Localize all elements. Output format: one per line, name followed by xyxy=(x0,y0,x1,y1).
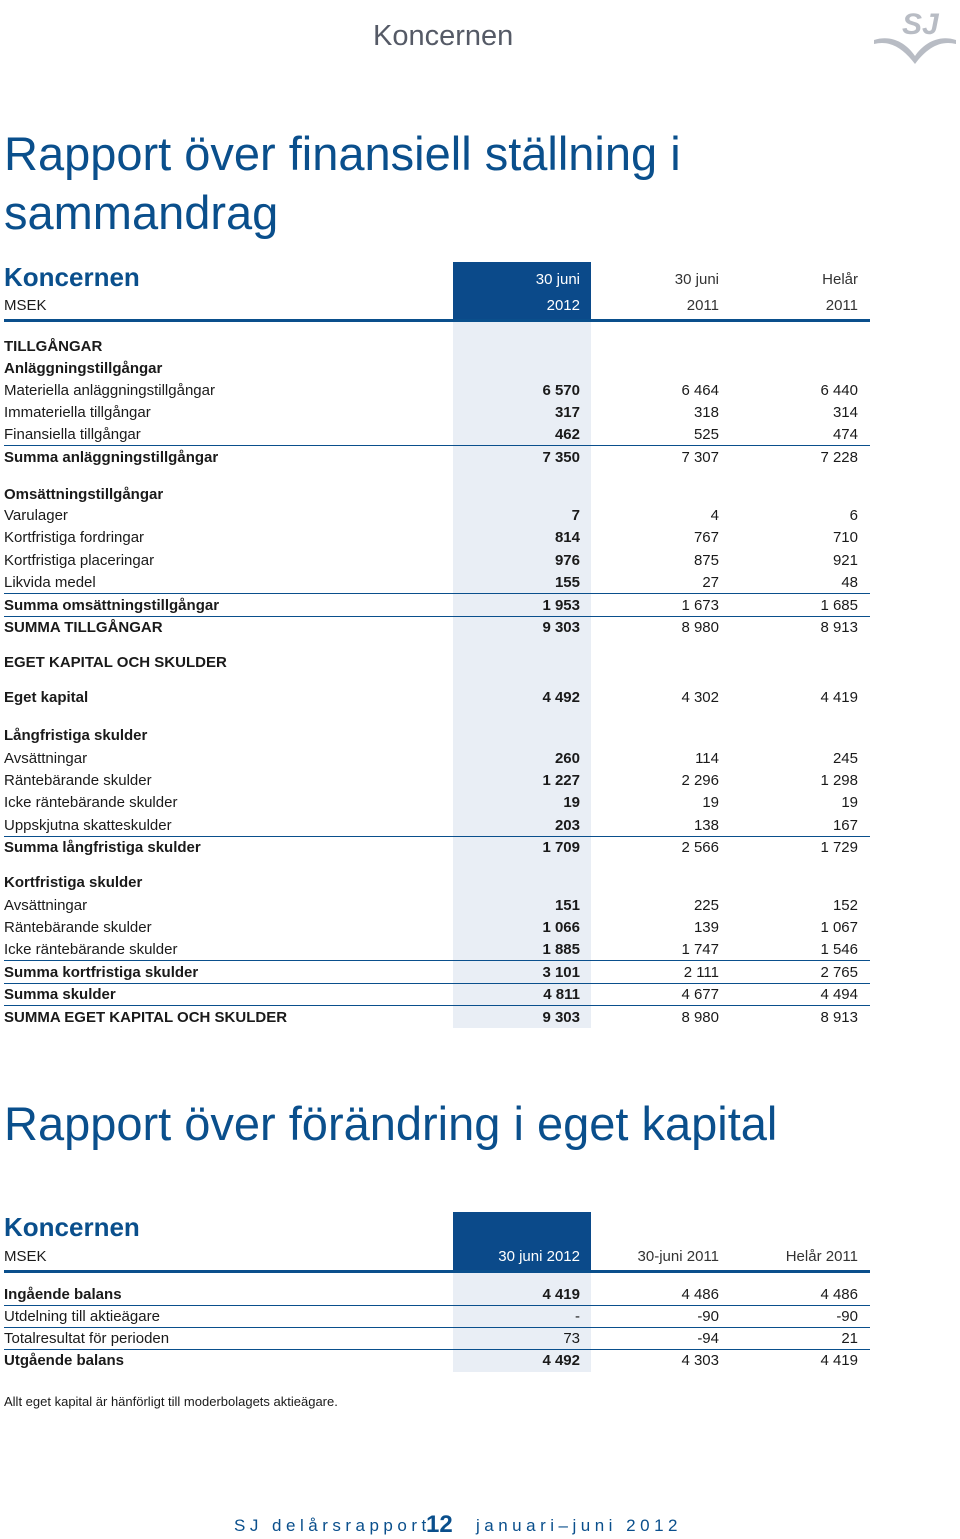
row-value-v2: 875 xyxy=(693,552,719,569)
row-value-v2: 4 302 xyxy=(681,689,719,706)
row-value-v1: 4 419 xyxy=(542,1286,580,1303)
row-label: Avsättningar xyxy=(4,750,88,767)
row-value-v1: 6 570 xyxy=(542,382,580,399)
table-row xyxy=(4,1350,870,1372)
row-value-v2: -94 xyxy=(697,1330,719,1347)
header-row-top xyxy=(4,268,870,292)
row-value-v2: 4 677 xyxy=(681,986,719,1003)
svg-text:J: J xyxy=(922,8,939,41)
balance-sheet-table xyxy=(4,262,870,1032)
row-label: Finansiella tillgångar xyxy=(4,426,141,443)
equity-group-label: Koncernen xyxy=(4,1212,140,1242)
table-row xyxy=(4,872,870,894)
row-value-v3: 4 486 xyxy=(820,1286,858,1303)
row-value-v3: 314 xyxy=(832,404,858,421)
row-value-v2: 4 xyxy=(710,507,719,524)
row-value-v3: 6 xyxy=(849,507,858,524)
row-value-v3: -90 xyxy=(836,1308,858,1325)
row-value-v3: 6 440 xyxy=(820,382,858,399)
row-value-v1: 976 xyxy=(554,552,580,569)
row-value-v3: 7 228 xyxy=(820,449,858,466)
row-label: Långfristiga skulder xyxy=(4,727,148,744)
row-value-v2: 2 566 xyxy=(681,839,719,856)
row-value-v1: 4 811 xyxy=(543,986,580,1003)
row-value-v1: 9 303 xyxy=(542,1009,580,1026)
row-value-v2: 19 xyxy=(702,794,719,811)
row-value-v1: 1 885 xyxy=(542,941,580,958)
equity-header-row xyxy=(4,1245,870,1269)
report-title-line1: Rapport över finansiell ställning i xyxy=(4,127,681,180)
table-row xyxy=(4,1284,870,1306)
row-value-v2: 27 xyxy=(702,574,719,591)
table-row xyxy=(4,815,870,837)
table-row xyxy=(4,917,870,939)
table-row xyxy=(4,770,870,792)
table-row xyxy=(4,939,870,961)
equity-header-rule xyxy=(4,1270,870,1273)
col1-year: 2012 xyxy=(546,297,580,314)
row-value-v2: 2 296 xyxy=(681,772,719,789)
row-value-v2: 114 xyxy=(695,750,719,767)
row-value-v1: 1 709 xyxy=(542,839,580,856)
row-label: Varulager xyxy=(4,507,68,524)
row-label: Summa långfristiga skulder xyxy=(4,839,201,856)
report-title xyxy=(4,124,681,242)
row-label: Icke räntebärande skulder xyxy=(4,941,178,958)
row-label: Utdelning till aktieägare xyxy=(4,1308,160,1325)
row-value-v1: 4 492 xyxy=(542,689,580,706)
row-value-v2: 4 486 xyxy=(681,1286,719,1303)
table-row xyxy=(4,424,870,446)
equity-col1: 30 juni 2012 xyxy=(498,1248,580,1265)
row-value-v3: 8 913 xyxy=(820,1009,858,1026)
row-value-v1: 1 953 xyxy=(542,597,580,614)
row-value-v3: 921 xyxy=(832,552,858,569)
col2-top: 30 juni xyxy=(674,271,719,288)
footer-left: SJ delårsrapport xyxy=(234,1516,431,1535)
section-header: Koncernen xyxy=(373,20,514,52)
row-value-v1: 3 101 xyxy=(542,964,580,981)
table-row xyxy=(4,837,870,859)
row-value-v2: 138 xyxy=(693,817,719,834)
row-label: Likvida medel xyxy=(4,574,96,591)
col1-top: 30 juni xyxy=(535,271,580,288)
row-value-v3: 4 419 xyxy=(820,689,858,706)
row-value-v1: 155 xyxy=(554,574,580,591)
row-value-v1: 317 xyxy=(554,404,580,421)
table-row xyxy=(4,484,870,506)
row-value-v2: 6 464 xyxy=(681,382,719,399)
row-value-v1: 203 xyxy=(554,817,580,834)
row-value-v3: 152 xyxy=(832,897,858,914)
unit-label: MSEK xyxy=(4,297,47,314)
table-row xyxy=(4,1306,870,1328)
row-value-v3: 1 298 xyxy=(820,772,858,789)
table-row xyxy=(4,595,870,617)
row-value-v3: 1 067 xyxy=(820,919,858,936)
row-value-v1: 9 303 xyxy=(542,619,580,636)
row-value-v1: - xyxy=(575,1308,580,1325)
table-row xyxy=(4,792,870,814)
row-value-v2: 1 747 xyxy=(681,941,719,958)
row-label: Immateriella tillgångar xyxy=(4,404,151,421)
row-value-v2: 1 673 xyxy=(681,597,719,614)
row-label: Totalresultat för perioden xyxy=(4,1330,170,1347)
row-value-v3: 8 913 xyxy=(820,619,858,636)
row-label: Eget kapital xyxy=(4,689,89,706)
table-row xyxy=(4,1007,870,1029)
row-value-v3: 21 xyxy=(841,1330,858,1347)
row-value-v1: 73 xyxy=(563,1330,580,1347)
sj-logo xyxy=(872,4,958,66)
row-value-v3: 1 729 xyxy=(820,839,858,856)
table-row xyxy=(4,895,870,917)
row-value-v2: 8 980 xyxy=(681,619,719,636)
row-value-v3: 4 494 xyxy=(820,986,858,1003)
table-row xyxy=(4,380,870,402)
table-row xyxy=(4,527,870,549)
row-label: TILLGÅNGAR xyxy=(4,338,103,355)
row-label: Anläggningstillgångar xyxy=(4,360,163,377)
row-value-v1: 7 xyxy=(571,507,580,524)
row-value-v2: 2 111 xyxy=(683,964,719,981)
row-label: Ingående balans xyxy=(4,1286,122,1303)
row-value-v1: 1 227 xyxy=(542,772,580,789)
row-label: EGET KAPITAL OCH SKULDER xyxy=(4,654,227,671)
row-label: Kortfristiga skulder xyxy=(4,874,143,891)
equity-col2: 30-juni 2011 xyxy=(637,1248,719,1265)
row-value-v2: 7 307 xyxy=(681,449,719,466)
row-value-v2: 139 xyxy=(693,919,719,936)
row-value-v1: 462 xyxy=(554,426,580,443)
svg-text:S: S xyxy=(902,8,923,41)
row-value-v1: 19 xyxy=(563,794,580,811)
table-row xyxy=(4,402,870,424)
col3-year: 2011 xyxy=(825,297,858,314)
row-value-v2: 225 xyxy=(693,897,719,914)
row-value-v3: 2 765 xyxy=(820,964,858,981)
equity-unit-label: MSEK xyxy=(4,1248,47,1265)
row-value-v3: 4 419 xyxy=(820,1352,858,1369)
row-value-v3: 474 xyxy=(832,426,858,443)
table-row xyxy=(4,572,870,594)
group-label: Koncernen xyxy=(4,262,140,292)
row-value-v3: 710 xyxy=(832,529,858,546)
equity-table xyxy=(4,1212,870,1374)
header-rule xyxy=(4,319,870,322)
row-label: SUMMA TILLGÅNGAR xyxy=(4,619,163,636)
row-value-v2: 4 303 xyxy=(681,1352,719,1369)
equity-col3: Helår 2011 xyxy=(785,1248,858,1265)
row-value-v1: 7 350 xyxy=(542,449,580,466)
row-label: Omsättningstillgångar xyxy=(4,486,164,503)
page-number: 12 xyxy=(426,1511,453,1538)
table-row xyxy=(4,550,870,572)
row-value-v3: 48 xyxy=(841,574,858,591)
row-label: Avsättningar xyxy=(4,897,88,914)
table-row xyxy=(4,336,870,358)
row-label: Räntebärande skulder xyxy=(4,919,152,936)
row-value-v3: 19 xyxy=(841,794,858,811)
table-row xyxy=(4,505,870,527)
row-label: SUMMA EGET KAPITAL OCH SKULDER xyxy=(4,1009,288,1026)
table-row xyxy=(4,447,870,469)
row-value-v2: 318 xyxy=(693,404,719,421)
row-label: Summa skulder xyxy=(4,986,116,1003)
table-row xyxy=(4,962,870,984)
row-label: Icke räntebärande skulder xyxy=(4,794,178,811)
equity-title: Rapport över förändring i eget kapital xyxy=(4,1097,778,1150)
header-row-year xyxy=(4,294,870,318)
row-label: Summa kortfristiga skulder xyxy=(4,964,199,981)
footnote: Allt eget kapital är hänförligt till moderbolagets aktieägare. xyxy=(4,1394,338,1409)
row-label: Utgående balans xyxy=(4,1352,125,1369)
row-value-v2: 525 xyxy=(693,426,719,443)
col3-top: Helår xyxy=(822,271,858,288)
row-value-v3: 1 685 xyxy=(820,597,858,614)
row-value-v1: 151 xyxy=(554,897,580,914)
table-row xyxy=(4,358,870,380)
table-row xyxy=(4,652,870,674)
row-value-v2: 767 xyxy=(693,529,719,546)
row-label: Kortfristiga fordringar xyxy=(4,529,145,546)
row-value-v1: 260 xyxy=(554,750,580,767)
table-row xyxy=(4,984,870,1006)
footer-right: januari–juni 2012 xyxy=(476,1516,682,1535)
row-value-v1: 1 066 xyxy=(542,919,580,936)
col2-year: 2011 xyxy=(686,297,719,314)
row-label: Kortfristiga placeringar xyxy=(4,552,155,569)
row-value-v3: 245 xyxy=(832,750,858,767)
row-value-v1: 4 492 xyxy=(542,1352,580,1369)
row-value-v2: 8 980 xyxy=(681,1009,719,1026)
row-label: Uppskjutna skatteskulder xyxy=(4,817,172,834)
row-value-v3: 1 546 xyxy=(820,941,858,958)
table-row xyxy=(4,725,870,747)
row-label: Summa anläggningstillgångar xyxy=(4,449,219,466)
table-row xyxy=(4,748,870,770)
row-label: Räntebärande skulder xyxy=(4,772,152,789)
row-value-v1: 814 xyxy=(554,529,580,546)
row-value-v2: -90 xyxy=(697,1308,719,1325)
row-label: Summa omsättningstillgångar xyxy=(4,597,220,614)
table-row xyxy=(4,617,870,639)
table-row xyxy=(4,1328,870,1350)
row-value-v3: 167 xyxy=(832,817,858,834)
report-title-line2: sammandrag xyxy=(4,186,279,239)
table-row xyxy=(4,687,870,709)
row-label: Materiella anläggningstillgångar xyxy=(4,382,215,399)
